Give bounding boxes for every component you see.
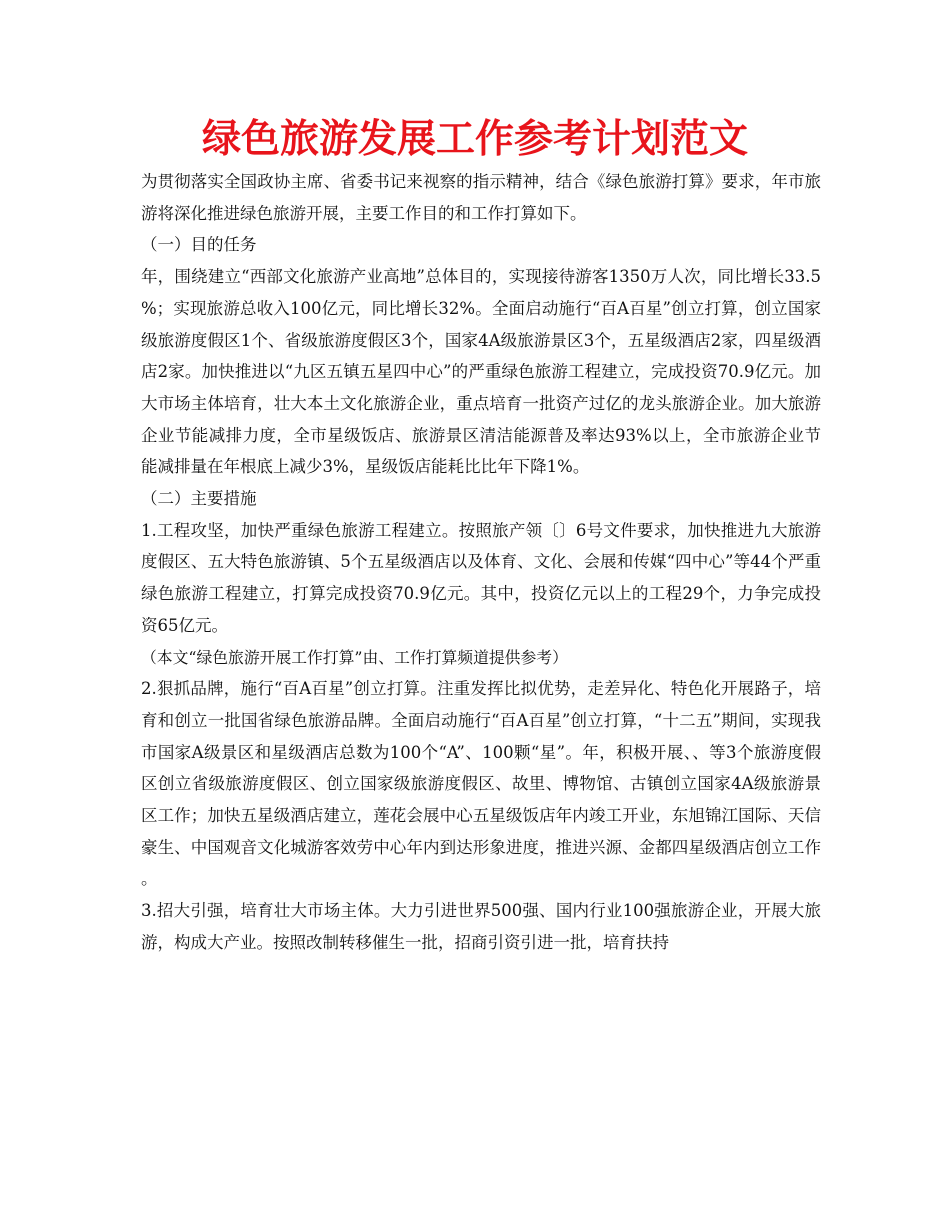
section-heading-measures: （二）主要措施 <box>141 489 257 509</box>
source-note: （本文“绿色旅游开展工作打算”由、工作打算频道提供参考） <box>141 647 568 667</box>
document-body <box>141 166 821 959</box>
intro-paragraph: 为贯彻落实全国政协主席、省委书记来视察的指示精神，结合《绿色旅游打算》要求，年市旅游将深化推进绿色旅游开展，主要工作目的和工作打算如下。 <box>141 172 821 223</box>
measure-paragraph-3: 3.招大引强，培育壮大市场主体。大力引进世界500强、国内行业100强旅游企业，开展大旅游，构成大产业。按照改制转移催生一批，招商引资引进一批，培育扶持 <box>141 901 821 952</box>
section-heading-goals: （一）目的任务 <box>141 235 257 255</box>
document-title: 绿色旅游发展工作参考计划范文 <box>201 117 748 162</box>
measure-paragraph-2: 2.狠抓品牌，施行“百A百星”创立打算。注重发挥比拟优势，走差异化、特色化开展路子，培育和创立一批国省绿色旅游品牌。全面启动施行“百A百星”创立打算，“十二五”期间，实现我市国家A级景区和星级酒店总数为100个“A”、100颗“星”。年，积极开展、、等3个旅游度假区创立省级旅游度假区、创立国家级旅游度假区、故里、博物馆、古镇创立国家4A级旅游景区工作；加快五星级酒店建立，莲花会展中心五星级饭店年内竣工开业，东旭锦江国际、天信豪生、中国观音文化城游客效劳中心年内到达形象进度，推进兴源、金都四星级酒店创立工作。 <box>141 679 821 889</box>
measure-paragraph-1: 1.工程攻坚，加快严重绿色旅游工程建立。按照旅产领〔〕6号文件要求，加快推进九大旅游度假区、五大特色旅游镇、5个五星级酒店以及体育、文化、会展和传媒“四中心”等44个严重绿色旅游工程建立，打算完成投资70.9亿元。其中，投资亿元以上的工程29个，力争完成投资65亿元。 <box>141 520 821 635</box>
goals-paragraph: 年，围绕建立“西部文化旅游产业高地”总体目的，实现接待游客1350万人次，同比增长33.5%；实现旅游总收入100亿元，同比增长32%。全面启动施行“百A百星”创立打算，创立国家级旅游度假区1个、省级旅游度假区3个，国家4A级旅游景区3个，五星级酒店2家，四星级酒店2家。加快推进以“九区五镇五星四中心”的严重绿色旅游工程建立，完成投资70.9亿元。加大市场主体培育，壮大本土文化旅游企业，重点培育一批资产过亿的龙头旅游企业。加大旅游企业节能减排力度，全市星级饭店、旅游景区清洁能源普及率达93%以上，全市旅游企业节能减排量在年根底上减少3%，星级饭店能耗比比年下降1%。 <box>141 267 821 477</box>
